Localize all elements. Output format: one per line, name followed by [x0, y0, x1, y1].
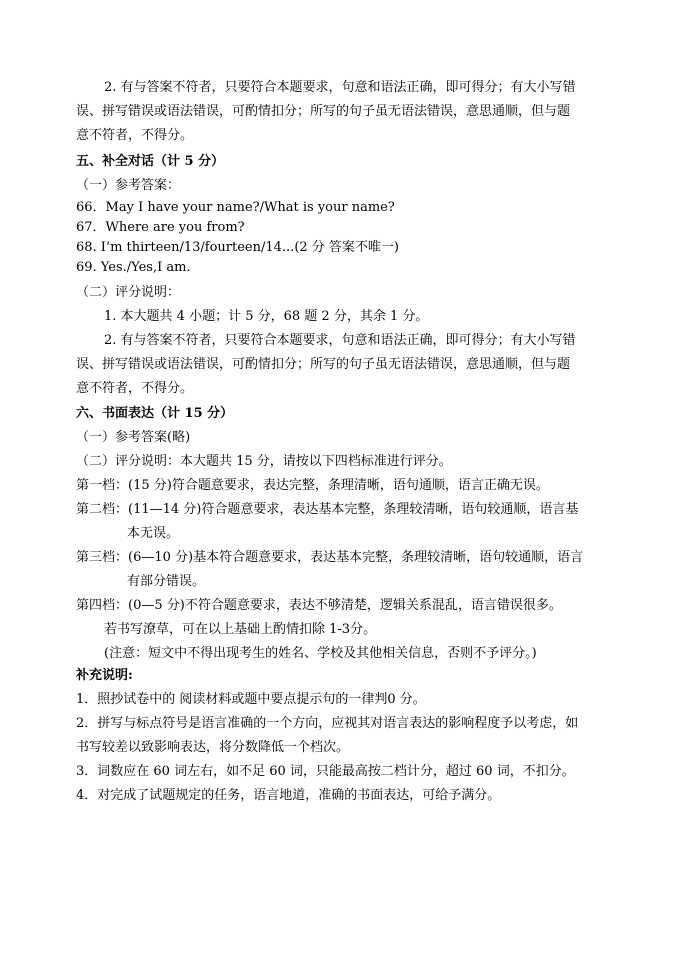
caution-note: (注意：短文中不得出现考生的姓名、学校及其他相关信息，否则不予评分。) [104, 646, 537, 661]
scoring-note-1: 1. 本大题共 4 小题；计 5 分，68 题 2 分，其余 1 分。 [104, 309, 429, 324]
section-6-part-2: （二）评分说明：本大题共 15 分，请按以下四档标准进行评分。 [76, 454, 452, 469]
scoring-note-2-cont: 意不符者，不得分。 [76, 381, 194, 396]
answer-69: 69. Yes./Yes,I am. [76, 260, 191, 275]
grade-level-4: 第四档：(0—5 分)不符合题意要求，表达不够清楚，逻辑关系混乱，语言错误很多。 [76, 598, 562, 613]
scoring-note-2: 2. 有与答案不符者，只要符合本题要求，句意和语法正确，即可得分；有大小写错 [104, 333, 576, 348]
supplement-heading: 补充说明: [76, 668, 133, 683]
supplement-1: 1．照抄试卷中的 阅读材料或题中要点提示句的一律判0 分。 [76, 692, 426, 707]
grade-level-3: 第三档：(6—10 分)基本符合题意要求，表达基本完整，条理较清晰，语句较通顺，语言 [76, 550, 584, 565]
supplement-3: 3．词数应在 60 词左右，如不足 60 词，只能最高按二档计分，超过 60 词，不扣分。 [76, 764, 575, 779]
section-5-part-2: （二）评分说明： [76, 285, 181, 300]
supplement-2-cont: 书写较差以致影响表达，将分数降低一个档次。 [76, 740, 350, 755]
section-6-heading: 六、书面表达（计 15 分） [76, 406, 234, 421]
supplement-4: 4．对完成了试题规定的任务，语言地道，准确的书面表达，可给予满分。 [76, 788, 501, 803]
messy-handwriting-note: 若书写潦草，可在以上基础上酌情扣除 1-3分。 [104, 622, 377, 637]
supplement-2: 2．拼写与标点符号是语言准确的一个方向，应视其对语言表达的影响程度予以考虑，如 [76, 716, 579, 731]
answer-68: 68. I’m thirteen/13/fourteen/14...(2 分 答案不唯一) [76, 240, 399, 255]
section-6-part-1: （一）参考答案(略) [76, 430, 191, 445]
answer-67: 67．Where are you from? [76, 220, 245, 235]
grade-level-2-cont: 本无误。 [127, 526, 180, 541]
scoring-note-2-cont: 误、拼写错误或语法错误，可酌情扣分；所写的句子虽无语法错误，意思通顺，但与题 [76, 357, 571, 372]
grade-level-2: 第二档：(11—14 分)符合题意要求，表达基本完整，条理较清晰，语句较通顺，语言基 [76, 502, 579, 517]
section-5-part-1: （一）参考答案： [76, 178, 181, 193]
answer-note-line: 误、拼写错误或语法错误，可酌情扣分；所写的句子虽无语法错误，意思通顺，但与题 [76, 104, 571, 119]
grade-level-1: 第一档：(15 分)符合题意要求，表达完整，条理清晰，语句通顺，语言正确无误。 [76, 478, 549, 493]
section-5-heading: 五、补全对话（计 5 分） [76, 154, 225, 169]
grade-level-3-cont: 有部分错误。 [127, 574, 206, 589]
answer-66: 66．May I have your name?/What is your name? [76, 200, 395, 215]
answer-note-line: 2. 有与答案不符者，只要符合本题要求，句意和语法正确，即可得分；有大小写错 [104, 80, 576, 95]
answer-note-line: 意不符者，不得分。 [76, 128, 194, 143]
